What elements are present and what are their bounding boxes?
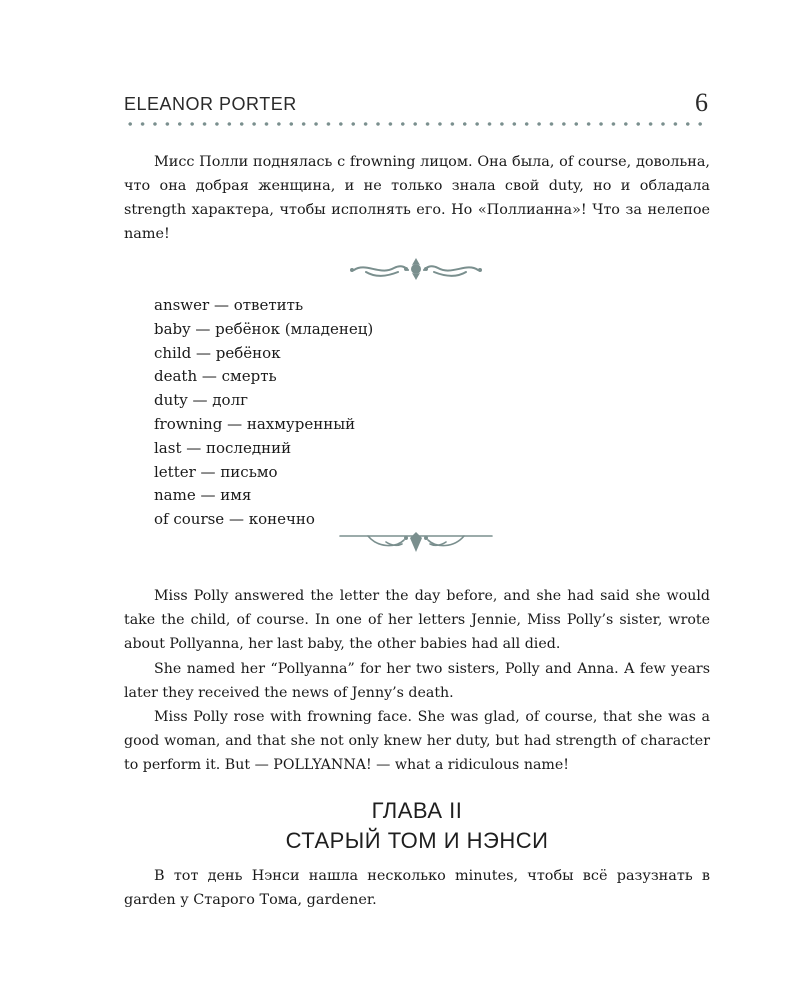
- vocabulary-item: baby — ребёнок (младенец): [154, 319, 374, 338]
- dotted-rule-divider: [124, 120, 708, 128]
- ornament-divider-icon: [346, 256, 486, 282]
- vocabulary-item: letter — письмо: [154, 462, 278, 481]
- english-paragraph: Miss Polly answered the letter the day before, and she had said she would take the child, of course. In one of her letters Jennie, Miss Polly’s sister, wrote about Pollyanna, her last baby, the other babies had all died.: [124, 588, 710, 653]
- chapter-number: ГЛАВА II: [371, 798, 463, 823]
- vocabulary-item: name — имя: [154, 486, 252, 505]
- chapter-heading: [124, 796, 710, 856]
- vocabulary-item: frowning — нахмуренный: [154, 414, 356, 433]
- running-head-author: ELEANOR PORTER: [124, 94, 297, 114]
- russian-paragraph-block: [124, 864, 710, 912]
- page-header: [124, 88, 708, 124]
- vocabulary-item: child — ребёнок: [154, 343, 281, 362]
- vocabulary-item: duty — долг: [154, 391, 248, 410]
- english-paragraph: She named her “Pollyanna” for her two sisters, Polly and Anna. A few years later they received the news of Jenny’s death.: [124, 660, 710, 701]
- vocabulary-list: [154, 294, 554, 532]
- vocabulary-item: answer — ответить: [154, 296, 304, 314]
- chapter-title: СТАРЫЙ ТОМ И НЭНСИ: [285, 828, 549, 853]
- vocabulary-item: last — последний: [154, 438, 292, 457]
- vocabulary-item: of course — конечно: [154, 510, 315, 529]
- page-number: 6: [695, 88, 708, 117]
- vocabulary-item: death — смерть: [154, 367, 277, 386]
- russian-paragraph: Мисс Полли поднялась с frowning лицом. Она была, of course, довольна, что она добрая женщина, и не только знала свой duty, но и обладала strength характера, чтобы исполнять его. Но «Поллианна»! Что за нелепое name!: [124, 154, 710, 242]
- russian-paragraph-block: [124, 150, 710, 246]
- ornament-divider-icon: [338, 528, 494, 554]
- russian-paragraph: В тот день Нэнси нашла несколько minutes, чтобы всё разузнать в garden у Старого Тома, gardener.: [124, 868, 710, 908]
- english-text-block: [124, 584, 710, 778]
- english-paragraph: Miss Polly rose with frowning face. She was glad, of course, that she was a good woman, and that she not only knew her duty, but had strength of character to perform it. But — POLLYANNA! — what a ridiculous name!: [124, 709, 710, 774]
